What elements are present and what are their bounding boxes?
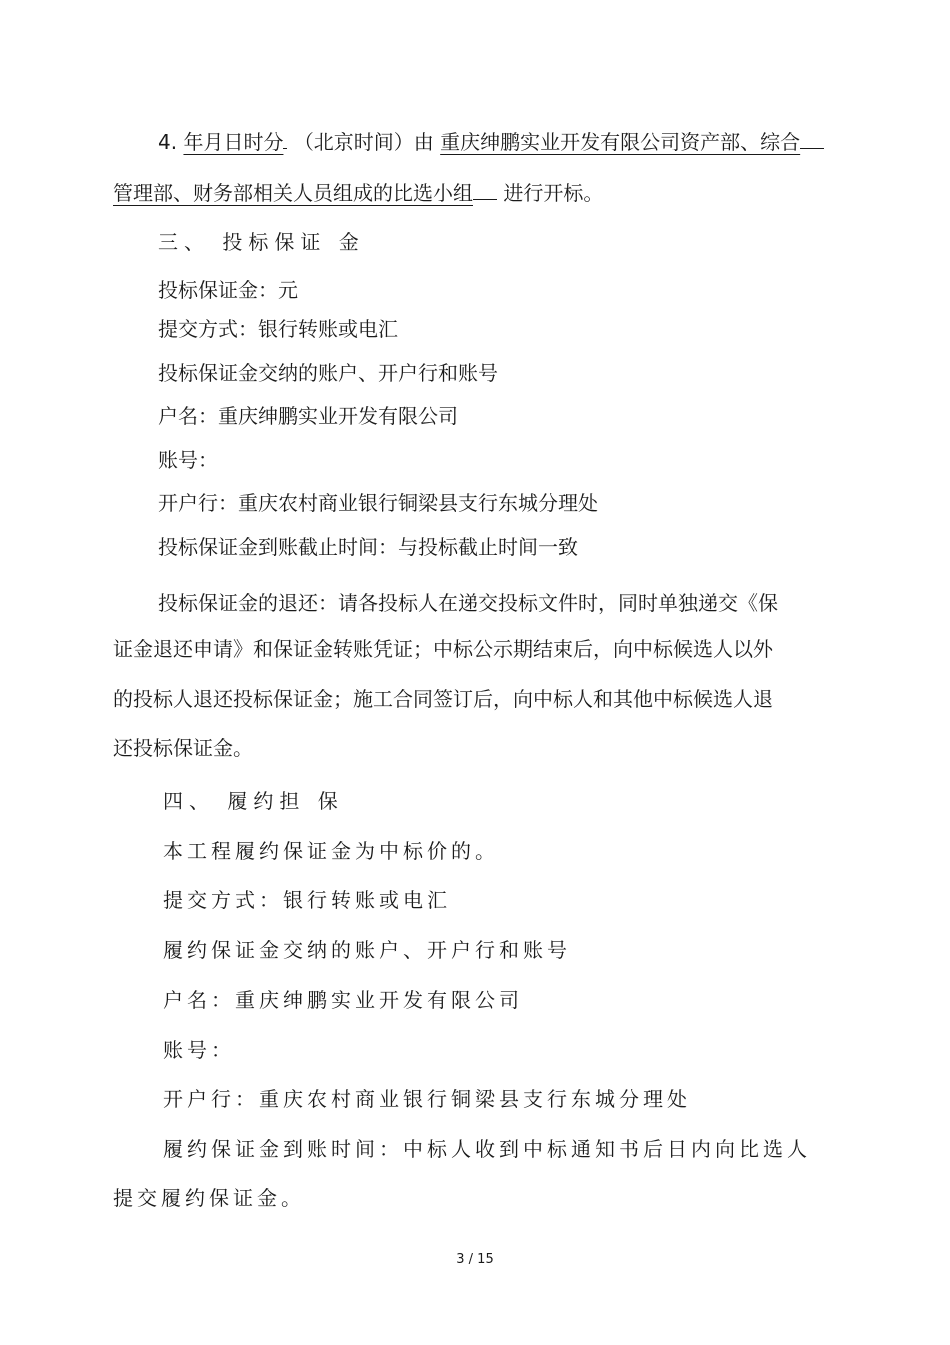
section-3-heading: 三、 投标保证 金 xyxy=(158,230,365,254)
section-4-heading: 四、 履约担 保 xyxy=(163,789,344,813)
paragraph-opening-line xyxy=(158,128,824,155)
paragraph-continuation-line xyxy=(113,179,603,206)
performance-bond-account-number: 账号： xyxy=(163,1038,235,1062)
bid-bond-amount: 投标保证金：元 xyxy=(158,278,298,302)
item-number: 4. xyxy=(158,130,184,154)
performance-bond-amount: 本工程履约保证金为中标价的。 xyxy=(163,839,499,863)
bid-bond-account-name: 户名：重庆绅鹏实业开发有限公司 xyxy=(158,404,458,428)
bid-bond-refund-line-2: 证金退还申请》和保证金转账凭证；中标公示期结束后，向中标候选人以外 xyxy=(113,637,773,661)
page-number: 3 / 15 xyxy=(456,1252,494,1267)
performance-bond-deadline-line-2: 提交履约保证金。 xyxy=(113,1186,305,1210)
beijing-time-text: （北京时间）由 xyxy=(293,130,434,154)
bid-bond-bank: 开户行：重庆农村商业银行铜梁县支行东城分理处 xyxy=(158,491,598,515)
date-field: 年月日时分 xyxy=(183,130,284,154)
performance-bond-bank: 开户行：重庆农村商业银行铜梁县支行东城分理处 xyxy=(163,1087,691,1111)
bid-bond-refund-line-1: 投标保证金的退还：请各投标人在递交投标文件时，同时单独递交《保 xyxy=(158,591,778,615)
opening-tail: 进行开标。 xyxy=(503,181,604,205)
performance-bond-deadline-line-1: 履约保证金到账时间：中标人收到中标通知书后日内向比选人 xyxy=(163,1137,811,1161)
bid-bond-deadline: 投标保证金到账截止时间：与投标截止时间一致 xyxy=(158,535,578,559)
performance-bond-account-intro: 履约保证金交纳的账户、开户行和账号 xyxy=(163,938,571,962)
bid-bond-refund-line-3: 的投标人退还投标保证金；施工合同签订后，向中标人和其他中标候选人退 xyxy=(113,687,773,711)
bid-bond-account-number: 账号： xyxy=(158,448,218,472)
bid-bond-method: 提交方式：银行转账或电汇 xyxy=(158,317,398,341)
bid-bond-refund-line-4: 还投标保证金。 xyxy=(113,736,253,760)
committee-text-part2: 管理部、财务部相关人员组成的比选小组 xyxy=(113,181,473,205)
performance-bond-method: 提交方式：银行转账或电汇 xyxy=(163,888,451,912)
performance-bond-account-name: 户名：重庆绅鹏实业开发有限公司 xyxy=(163,988,523,1012)
bid-bond-account-intro: 投标保证金交纳的账户、开户行和账号 xyxy=(158,361,498,385)
committee-text-part1: 重庆绅鹏实业开发有限公司资产部、综合 xyxy=(440,130,801,154)
